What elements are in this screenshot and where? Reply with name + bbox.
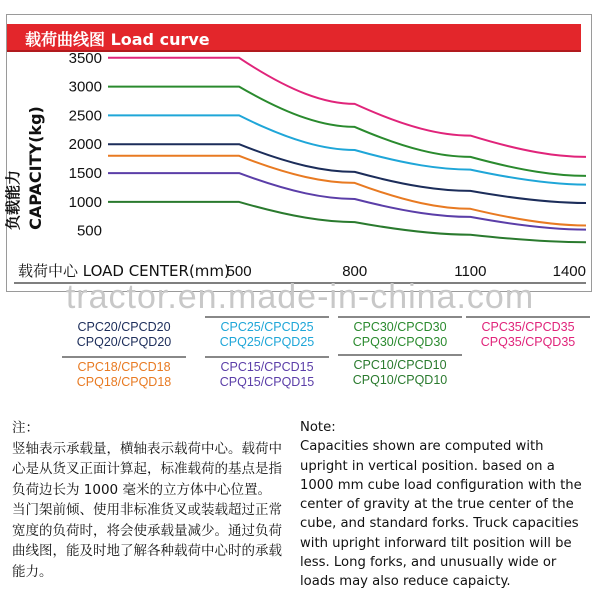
y-tick-label: 1000 — [68, 193, 102, 211]
legend-label-line2: CPQ18/CPQD18 — [76, 375, 172, 389]
legend-entry — [205, 356, 329, 390]
y-tick-label: 2000 — [68, 136, 102, 154]
legend-label-line2: CPQ15/CPQD15 — [219, 375, 315, 389]
series-line — [108, 87, 586, 176]
legend-label-line2: CPQ30/CPQD30 — [352, 335, 448, 349]
legend-entry — [338, 316, 462, 350]
legend-entry — [62, 356, 186, 390]
legend-label-line2: CPQ20/CPQD20 — [76, 335, 172, 349]
legend-label-line1: CPC10/CPCD10 — [353, 358, 447, 372]
legend-label-line1: CPC25/CPCD25 — [220, 320, 314, 334]
notes-english-body: Capacities shown are computed with upright in vertical position. based on a 1000 mm cube load configuration with the center of gravity at the true center of the cube, and standard forks. Truck capacities with upright inforward tilt position will be less. Long forks, and unusually wide or loads may also reduce capaicty. — [300, 439, 582, 590]
x-tick-label: 1400 — [552, 263, 586, 280]
x-tick-label: 800 — [342, 263, 368, 280]
series-lines — [108, 58, 586, 242]
y-axis-label-en: CAPACITY(kg) — [26, 106, 45, 230]
legend-label-line1: CPC20/CPCD20 — [77, 320, 171, 334]
notes-english — [300, 418, 592, 592]
watermark: tractor.en.made-in-china.com — [65, 278, 535, 316]
legend-entry — [205, 316, 329, 350]
series-line — [108, 156, 586, 226]
legend-label-line2: CPQ35/CPQD35 — [480, 335, 576, 349]
notes-english-heading: Note: — [300, 420, 336, 435]
x-axis-label: 载荷中心 LOAD CENTER(mm) — [18, 262, 230, 280]
y-tick-label: 3000 — [68, 78, 102, 96]
legend-label-line1: CPC35/CPCD35 — [481, 320, 575, 334]
legend-label-line2: CPQ10/CPQD10 — [352, 373, 448, 387]
y-tick-label: 2500 — [68, 107, 102, 125]
series-line — [108, 58, 586, 157]
notes-chinese-body: 竖轴表示承载量，横轴表示载荷中心。载荷中心是从货叉正面计算起，标准载荷的基点是指负荷边长为 1000 毫米的立方体中心位置。当门架前倾、使用非标准货叉或装载超过正常宽度的负荷时，将会使承载量减少。通过负荷曲线图，能及时地了解各种载荷中心时的承载能力。 — [12, 440, 282, 580]
x-tick-label: 500 — [226, 263, 252, 280]
chart-title: 载荷曲线图 Load curve — [25, 30, 210, 49]
legend-label-line1: CPC18/CPCD18 — [77, 360, 171, 374]
y-axis-label-cn: 负载能力 — [4, 169, 22, 231]
notes-chinese-heading: 注： — [12, 420, 39, 436]
legend-entry — [62, 318, 186, 350]
notes-chinese — [12, 418, 282, 582]
legend-entry — [338, 354, 462, 388]
legend-label-line1: CPC15/CPCD15 — [220, 360, 314, 374]
y-tick-labels — [69, 50, 102, 240]
series-line — [108, 202, 586, 242]
x-tick-label: 1100 — [454, 263, 487, 280]
y-tick-label: 500 — [76, 222, 102, 240]
y-tick-label: 3500 — [68, 49, 102, 67]
legend-entry — [466, 316, 590, 350]
y-tick-label: 1500 — [68, 165, 102, 183]
legend-label-line2: CPQ25/CPQD25 — [219, 335, 315, 349]
legend-label-line1: CPC30/CPCD30 — [353, 320, 447, 334]
